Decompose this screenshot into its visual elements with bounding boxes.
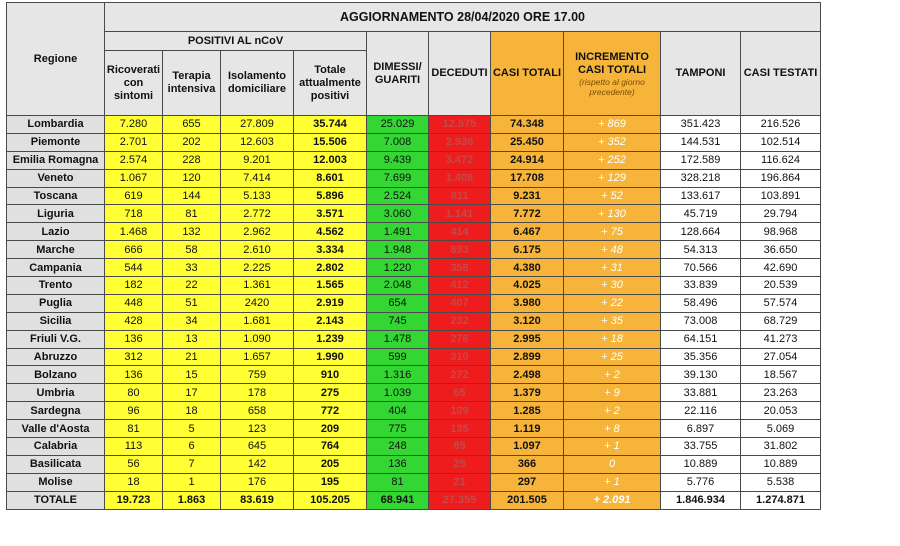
- header-incremento: INCREMENTO CASI TOTALI (rispetto al giorno precedente): [564, 32, 661, 116]
- table-row: [7, 259, 821, 277]
- tamponi-cell: 70.566: [661, 259, 741, 277]
- isolamento-cell: 1.657: [221, 348, 294, 366]
- ricoverati-cell: 81: [105, 420, 163, 438]
- ricoverati-cell: 96: [105, 402, 163, 420]
- terapia-cell: 5: [163, 420, 221, 438]
- casi-testati-cell: 103.891: [741, 187, 821, 205]
- isolamento-cell: 1.090: [221, 330, 294, 348]
- table-row: [7, 205, 821, 223]
- incremento-cell: + 252: [564, 151, 661, 169]
- total-row: [7, 491, 821, 509]
- deceduti-cell: 21: [429, 473, 491, 491]
- header-deceduti: DECEDUTI: [429, 32, 491, 116]
- tamponi-cell: 54.313: [661, 241, 741, 259]
- region-cell: Sicilia: [7, 312, 105, 330]
- dimessi-cell: 7.699: [367, 169, 429, 187]
- tamponi-cell: 73.008: [661, 312, 741, 330]
- casi-totali-cell: 297: [491, 473, 564, 491]
- region-cell: Marche: [7, 241, 105, 259]
- dimessi-cell: 1.478: [367, 330, 429, 348]
- incremento-cell: + 9: [564, 384, 661, 402]
- casi-testati-cell: 20.053: [741, 402, 821, 420]
- totale-positivi-cell: 2.919: [294, 294, 367, 312]
- terapia-cell: 202: [163, 133, 221, 151]
- header-isolamento: Isolamento domiciliare: [221, 51, 294, 116]
- tamponi-cell: 144.531: [661, 133, 741, 151]
- casi-testati-cell: 5.538: [741, 473, 821, 491]
- deceduti-cell: 109: [429, 402, 491, 420]
- deceduti-cell: 272: [429, 366, 491, 384]
- totale-positivi-cell: 2.802: [294, 259, 367, 277]
- ricoverati-cell: 666: [105, 241, 163, 259]
- incremento-cell: + 129: [564, 169, 661, 187]
- terapia-cell: 22: [163, 277, 221, 295]
- incremento-cell: + 2: [564, 402, 661, 420]
- region-cell: Veneto: [7, 169, 105, 187]
- terapia-cell: 120: [163, 169, 221, 187]
- header-casi-totali: CASI TOTALI: [491, 32, 564, 116]
- header-dimessi: DIMESSI/ GUARITI: [367, 32, 429, 116]
- casi-testati-cell: 31.802: [741, 438, 821, 456]
- table-row: [7, 402, 821, 420]
- totale-positivi-cell: 2.143: [294, 312, 367, 330]
- region-cell: Molise: [7, 473, 105, 491]
- dimessi-cell: 1.491: [367, 223, 429, 241]
- totale-positivi-cell: 764: [294, 438, 367, 456]
- ricoverati-cell: 2.574: [105, 151, 163, 169]
- terapia-cell: 58: [163, 241, 221, 259]
- isolamento-cell: 176: [221, 473, 294, 491]
- tamponi-cell: 6.897: [661, 420, 741, 438]
- casi-testati-cell: 98.968: [741, 223, 821, 241]
- region-cell: Emilia Romagna: [7, 151, 105, 169]
- region-cell: Bolzano: [7, 366, 105, 384]
- isolamento-cell: 2.962: [221, 223, 294, 241]
- casi-testati-cell: 41.273: [741, 330, 821, 348]
- terapia-cell: 34: [163, 312, 221, 330]
- table-row: [7, 366, 821, 384]
- region-cell: Toscana: [7, 187, 105, 205]
- dimessi-cell: 2.524: [367, 187, 429, 205]
- ricoverati-cell: 18: [105, 473, 163, 491]
- region-cell: Puglia: [7, 294, 105, 312]
- covid-data-table: [6, 2, 821, 510]
- region-cell: Basilicata: [7, 455, 105, 473]
- tamponi-cell: 33.839: [661, 277, 741, 295]
- terapia-cell: 6: [163, 438, 221, 456]
- isolamento-cell: 645: [221, 438, 294, 456]
- region-cell: Liguria: [7, 205, 105, 223]
- header-casi-testati: CASI TESTATI: [741, 32, 821, 116]
- totale-positivi-cell: 5.896: [294, 187, 367, 205]
- deceduti-cell: 1.141: [429, 205, 491, 223]
- table-row: [7, 133, 821, 151]
- incremento-cell: 0: [564, 455, 661, 473]
- incremento-cell: + 48: [564, 241, 661, 259]
- dimessi-cell: 81: [367, 473, 429, 491]
- deceduti-cell: 2.936: [429, 133, 491, 151]
- casi-totali-cell: 1.097: [491, 438, 564, 456]
- header-positivi-group: POSITIVI AL nCoV: [105, 32, 367, 51]
- deceduti-cell: 12.575: [429, 116, 491, 134]
- isolamento-cell: 142: [221, 455, 294, 473]
- incremento-cell: + 1: [564, 438, 661, 456]
- casi-totali-cell: 2.995: [491, 330, 564, 348]
- isolamento-cell: 2420: [221, 294, 294, 312]
- table-row: [7, 384, 821, 402]
- deceduti-cell: 310: [429, 348, 491, 366]
- totale-positivi-cell: 772: [294, 402, 367, 420]
- isolamento-cell: 759: [221, 366, 294, 384]
- terapia-cell: 18: [163, 402, 221, 420]
- casi-totali-cell: 1.285: [491, 402, 564, 420]
- totale-positivi-cell: 209: [294, 420, 367, 438]
- table-row: [7, 116, 821, 134]
- table-row: [7, 223, 821, 241]
- terapia-cell: 1.863: [163, 491, 221, 509]
- isolamento-cell: 83.619: [221, 491, 294, 509]
- tamponi-cell: 5.776: [661, 473, 741, 491]
- tamponi-cell: 351.423: [661, 116, 741, 134]
- ricoverati-cell: 136: [105, 366, 163, 384]
- dimessi-cell: 1.220: [367, 259, 429, 277]
- header-terapia: Terapia intensiva: [163, 51, 221, 116]
- table-row: [7, 473, 821, 491]
- ricoverati-cell: 19.723: [105, 491, 163, 509]
- isolamento-cell: 2.610: [221, 241, 294, 259]
- tamponi-cell: 33.881: [661, 384, 741, 402]
- table-body: [7, 116, 821, 510]
- dimessi-cell: 136: [367, 455, 429, 473]
- tamponi-cell: 58.496: [661, 294, 741, 312]
- incremento-cell: + 35: [564, 312, 661, 330]
- casi-testati-cell: 1.274.871: [741, 491, 821, 509]
- deceduti-cell: 412: [429, 277, 491, 295]
- table-row: [7, 348, 821, 366]
- deceduti-cell: 85: [429, 438, 491, 456]
- tamponi-cell: 35.356: [661, 348, 741, 366]
- ricoverati-cell: 113: [105, 438, 163, 456]
- incremento-cell: + 2.091: [564, 491, 661, 509]
- tamponi-cell: 39.130: [661, 366, 741, 384]
- dimessi-cell: 599: [367, 348, 429, 366]
- casi-totali-cell: 4.380: [491, 259, 564, 277]
- table-row: [7, 312, 821, 330]
- deceduti-cell: 3.472: [429, 151, 491, 169]
- ricoverati-cell: 136: [105, 330, 163, 348]
- tamponi-cell: 128.664: [661, 223, 741, 241]
- casi-totali-cell: 1.379: [491, 384, 564, 402]
- tamponi-cell: 172.589: [661, 151, 741, 169]
- totale-positivi-cell: 1.239: [294, 330, 367, 348]
- casi-totali-cell: 1.119: [491, 420, 564, 438]
- isolamento-cell: 7.414: [221, 169, 294, 187]
- ricoverati-cell: 182: [105, 277, 163, 295]
- dimessi-cell: 9.439: [367, 151, 429, 169]
- region-cell: Valle d'Aosta: [7, 420, 105, 438]
- casi-totali-cell: 17.708: [491, 169, 564, 187]
- dimessi-cell: 25.029: [367, 116, 429, 134]
- region-cell: Friuli V.G.: [7, 330, 105, 348]
- deceduti-cell: 135: [429, 420, 491, 438]
- totale-positivi-cell: 275: [294, 384, 367, 402]
- incremento-cell: + 18: [564, 330, 661, 348]
- tamponi-cell: 22.116: [661, 402, 741, 420]
- header-ricoverati: Ricoverati con sintomi: [105, 51, 163, 116]
- casi-testati-cell: 216.526: [741, 116, 821, 134]
- dimessi-cell: 745: [367, 312, 429, 330]
- totale-positivi-cell: 205: [294, 455, 367, 473]
- isolamento-cell: 1.361: [221, 277, 294, 295]
- terapia-cell: 132: [163, 223, 221, 241]
- ricoverati-cell: 56: [105, 455, 163, 473]
- deceduti-cell: 893: [429, 241, 491, 259]
- incremento-cell: + 31: [564, 259, 661, 277]
- terapia-cell: 17: [163, 384, 221, 402]
- casi-totali-cell: 3.980: [491, 294, 564, 312]
- casi-testati-cell: 18.567: [741, 366, 821, 384]
- terapia-cell: 7: [163, 455, 221, 473]
- ricoverati-cell: 80: [105, 384, 163, 402]
- casi-testati-cell: 42.690: [741, 259, 821, 277]
- incremento-cell: + 869: [564, 116, 661, 134]
- tamponi-cell: 33.755: [661, 438, 741, 456]
- casi-testati-cell: 196.864: [741, 169, 821, 187]
- dimessi-cell: 1.948: [367, 241, 429, 259]
- table-row: [7, 438, 821, 456]
- casi-testati-cell: 23.263: [741, 384, 821, 402]
- isolamento-cell: 27.809: [221, 116, 294, 134]
- ricoverati-cell: 1.067: [105, 169, 163, 187]
- totale-positivi-cell: 8.601: [294, 169, 367, 187]
- casi-testati-cell: 68.729: [741, 312, 821, 330]
- deceduti-cell: 811: [429, 187, 491, 205]
- ricoverati-cell: 718: [105, 205, 163, 223]
- totale-positivi-cell: 1.990: [294, 348, 367, 366]
- table-row: [7, 241, 821, 259]
- casi-testati-cell: 29.794: [741, 205, 821, 223]
- dimessi-cell: 7.008: [367, 133, 429, 151]
- terapia-cell: 655: [163, 116, 221, 134]
- incremento-cell: + 52: [564, 187, 661, 205]
- casi-testati-cell: 20.539: [741, 277, 821, 295]
- table-row: [7, 151, 821, 169]
- incremento-cell: + 25: [564, 348, 661, 366]
- dimessi-cell: 3.060: [367, 205, 429, 223]
- casi-totali-cell: 201.505: [491, 491, 564, 509]
- incremento-cell: + 2: [564, 366, 661, 384]
- deceduti-cell: 407: [429, 294, 491, 312]
- isolamento-cell: 12.603: [221, 133, 294, 151]
- deceduti-cell: 278: [429, 330, 491, 348]
- ricoverati-cell: 312: [105, 348, 163, 366]
- incremento-cell: + 8: [564, 420, 661, 438]
- casi-totali-cell: 7.772: [491, 205, 564, 223]
- casi-testati-cell: 36.650: [741, 241, 821, 259]
- isolamento-cell: 658: [221, 402, 294, 420]
- incremento-cell: + 352: [564, 133, 661, 151]
- tamponi-cell: 64.151: [661, 330, 741, 348]
- casi-totali-cell: 6.467: [491, 223, 564, 241]
- deceduti-cell: 232: [429, 312, 491, 330]
- deceduti-cell: 1.408: [429, 169, 491, 187]
- totale-positivi-cell: 1.565: [294, 277, 367, 295]
- casi-testati-cell: 102.514: [741, 133, 821, 151]
- isolamento-cell: 2.772: [221, 205, 294, 223]
- table-row: [7, 277, 821, 295]
- casi-testati-cell: 5.069: [741, 420, 821, 438]
- isolamento-cell: 123: [221, 420, 294, 438]
- ricoverati-cell: 428: [105, 312, 163, 330]
- isolamento-cell: 178: [221, 384, 294, 402]
- deceduti-cell: 25: [429, 455, 491, 473]
- totale-positivi-cell: 35.744: [294, 116, 367, 134]
- region-cell: Sardegna: [7, 402, 105, 420]
- deceduti-cell: 27.359: [429, 491, 491, 509]
- region-cell: Lazio: [7, 223, 105, 241]
- ricoverati-cell: 448: [105, 294, 163, 312]
- totale-positivi-cell: 12.003: [294, 151, 367, 169]
- region-cell: Lombardia: [7, 116, 105, 134]
- table-row: [7, 169, 821, 187]
- totale-positivi-cell: 910: [294, 366, 367, 384]
- isolamento-cell: 1.681: [221, 312, 294, 330]
- totale-positivi-cell: 3.334: [294, 241, 367, 259]
- deceduti-cell: 358: [429, 259, 491, 277]
- header-totale-positivi: Totale attualmente positivi: [294, 51, 367, 116]
- casi-testati-cell: 10.889: [741, 455, 821, 473]
- tamponi-cell: 133.617: [661, 187, 741, 205]
- incremento-cell: + 1: [564, 473, 661, 491]
- casi-totali-cell: 9.231: [491, 187, 564, 205]
- totale-positivi-cell: 105.205: [294, 491, 367, 509]
- totale-positivi-cell: 195: [294, 473, 367, 491]
- casi-totali-cell: 3.120: [491, 312, 564, 330]
- table-title: AGGIORNAMENTO 28/04/2020 ORE 17.00: [105, 3, 821, 32]
- dimessi-cell: 2.048: [367, 277, 429, 295]
- terapia-cell: 81: [163, 205, 221, 223]
- isolamento-cell: 2.225: [221, 259, 294, 277]
- ricoverati-cell: 619: [105, 187, 163, 205]
- region-cell: Campania: [7, 259, 105, 277]
- region-cell: Trento: [7, 277, 105, 295]
- table-row: [7, 330, 821, 348]
- isolamento-cell: 5.133: [221, 187, 294, 205]
- casi-testati-cell: 116.624: [741, 151, 821, 169]
- casi-testati-cell: 57.574: [741, 294, 821, 312]
- tamponi-cell: 328.218: [661, 169, 741, 187]
- tamponi-cell: 45.719: [661, 205, 741, 223]
- region-cell: Calabria: [7, 438, 105, 456]
- terapia-cell: 51: [163, 294, 221, 312]
- casi-totali-cell: 74.348: [491, 116, 564, 134]
- totale-positivi-cell: 4.562: [294, 223, 367, 241]
- casi-totali-cell: 24.914: [491, 151, 564, 169]
- terapia-cell: 13: [163, 330, 221, 348]
- table-row: [7, 294, 821, 312]
- casi-totali-cell: 2.899: [491, 348, 564, 366]
- table-row: [7, 455, 821, 473]
- incremento-cell: + 75: [564, 223, 661, 241]
- casi-totali-cell: 6.175: [491, 241, 564, 259]
- terapia-cell: 1: [163, 473, 221, 491]
- tamponi-cell: 10.889: [661, 455, 741, 473]
- isolamento-cell: 9.201: [221, 151, 294, 169]
- terapia-cell: 15: [163, 366, 221, 384]
- incremento-cell: + 30: [564, 277, 661, 295]
- totale-positivi-cell: 3.571: [294, 205, 367, 223]
- casi-totali-cell: 25.450: [491, 133, 564, 151]
- incremento-cell: + 130: [564, 205, 661, 223]
- region-cell: Piemonte: [7, 133, 105, 151]
- ricoverati-cell: 1.468: [105, 223, 163, 241]
- ricoverati-cell: 7.280: [105, 116, 163, 134]
- tamponi-cell: 1.846.934: [661, 491, 741, 509]
- ricoverati-cell: 2.701: [105, 133, 163, 151]
- dimessi-cell: 68.941: [367, 491, 429, 509]
- terapia-cell: 228: [163, 151, 221, 169]
- dimessi-cell: 654: [367, 294, 429, 312]
- casi-totali-cell: 2.498: [491, 366, 564, 384]
- terapia-cell: 144: [163, 187, 221, 205]
- dimessi-cell: 404: [367, 402, 429, 420]
- terapia-cell: 33: [163, 259, 221, 277]
- region-cell: Abruzzo: [7, 348, 105, 366]
- casi-totali-cell: 366: [491, 455, 564, 473]
- dimessi-cell: 1.039: [367, 384, 429, 402]
- casi-totali-cell: 4.025: [491, 277, 564, 295]
- table-row: [7, 420, 821, 438]
- dimessi-cell: 1.316: [367, 366, 429, 384]
- incremento-cell: + 22: [564, 294, 661, 312]
- totale-positivi-cell: 15.506: [294, 133, 367, 151]
- terapia-cell: 21: [163, 348, 221, 366]
- dimessi-cell: 775: [367, 420, 429, 438]
- header-incremento-note: (rispetto al giorno precedente): [579, 76, 645, 97]
- deceduti-cell: 65: [429, 384, 491, 402]
- region-cell: Umbria: [7, 384, 105, 402]
- dimessi-cell: 248: [367, 438, 429, 456]
- header-tamponi: TAMPONI: [661, 32, 741, 116]
- ricoverati-cell: 544: [105, 259, 163, 277]
- header-regione: Regione: [7, 3, 105, 116]
- deceduti-cell: 414: [429, 223, 491, 241]
- region-cell: TOTALE: [7, 491, 105, 509]
- casi-testati-cell: 27.054: [741, 348, 821, 366]
- table-row: [7, 187, 821, 205]
